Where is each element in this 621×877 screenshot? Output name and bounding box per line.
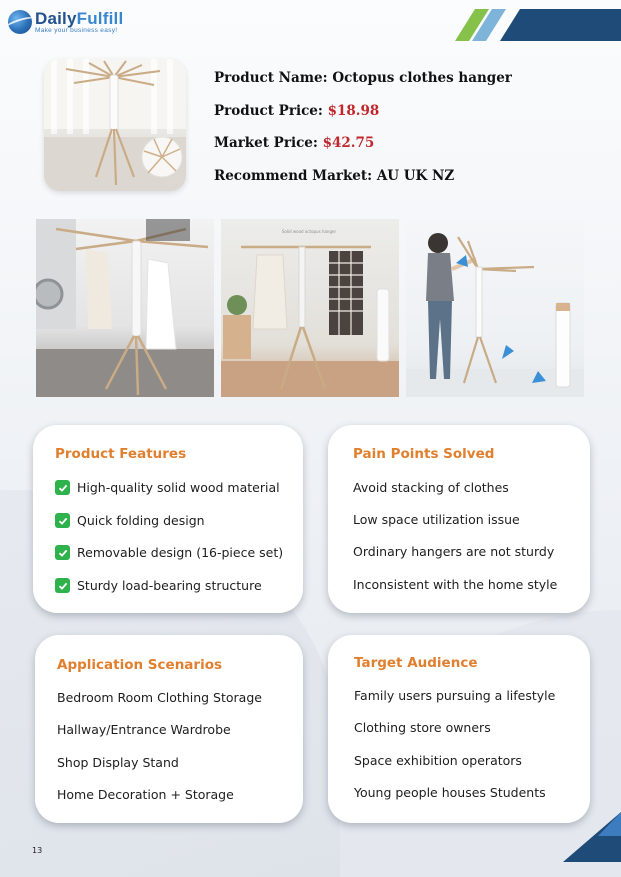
pain-point-item: Low space utilization issue [353,512,520,527]
scenario-item: Bedroom Room Clothing Storage [57,690,262,705]
product-name-value: Octopus clothes hanger [332,70,512,86]
target-audience-title: Target Audience [354,655,478,671]
application-scenarios-card [35,635,303,823]
audience-item: Space exhibition operators [354,753,522,768]
gallery-image-laundry [36,219,214,397]
check-icon [55,513,70,528]
check-icon [55,480,70,495]
market-price-value: $42.75 [322,135,375,151]
feature-item: High-quality solid wood material [55,480,280,495]
pain-point-item: Ordinary hangers are not sturdy [353,544,555,559]
recommend-market-value: AU UK NZ [376,167,455,184]
audience-item: Family users pursuing a lifestyle [354,688,556,703]
product-name-row: Product Name: Octopus clothes hanger [214,70,512,86]
globe-icon [8,10,32,34]
dailyfulfill-logo[interactable] [8,10,123,35]
product-price-value: $18.98 [327,102,380,119]
recommend-market-row: Recommend Market: AU UK NZ [214,167,455,184]
check-icon [55,545,70,560]
corner-decoration [598,812,621,836]
feature-item: Sturdy load-bearing structure [55,578,262,593]
pain-point-item: Inconsistent with the home style [353,577,558,592]
product-price-row: Product Price: $18.98 [214,102,380,119]
logo-wordmark: DailyFulfill [35,9,124,28]
product-features-card [33,425,303,613]
gallery-image-folding [406,219,584,397]
product-hero-image [44,59,186,191]
application-scenarios-title: Application Scenarios [57,657,223,673]
scenario-item: Shop Display Stand [57,755,179,770]
scenario-item: Hallway/Entrance Wardrobe [57,722,231,737]
product-info [214,70,512,200]
product-features-title: Product Features [55,446,187,462]
feature-item: Quick folding design [55,513,205,528]
gallery-image-living-room [221,219,399,397]
audience-item: Clothing store owners [354,720,491,735]
pain-point-item: Avoid stacking of clothes [353,480,509,495]
page-number: 13 [32,846,43,855]
octopus-hanger-illustration [44,59,186,191]
pain-points-title: Pain Points Solved [353,446,495,462]
target-audience-card [328,635,590,823]
check-icon [55,578,70,593]
gallery-caption: Solid wood octopus hanger [281,229,337,234]
scenario-item: Home Decoration + Storage [57,787,234,802]
market-price-row: Market Price: $42.75 [214,135,375,151]
audience-item: Young people houses Students [354,785,546,800]
feature-item: Removable design (16-piece set) [55,545,283,560]
pain-points-card [328,425,590,613]
logo-tagline: Make your business easy! [35,27,118,34]
header-bar [500,9,621,41]
